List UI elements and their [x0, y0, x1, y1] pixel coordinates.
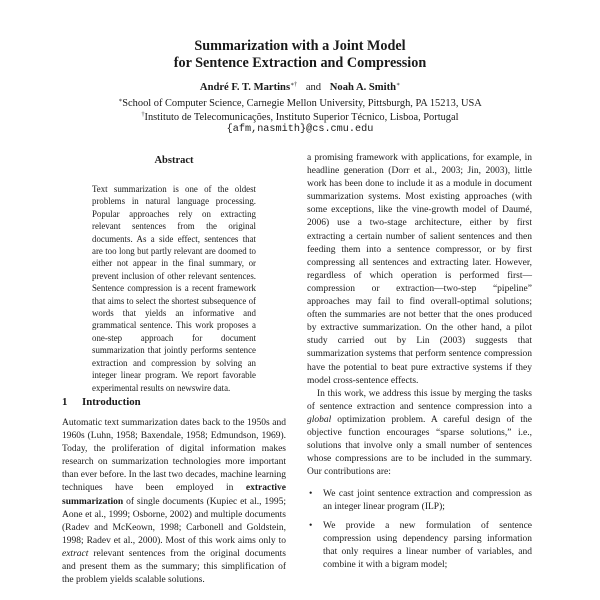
contribution-text: We provide a new formulation of sentence compression using dependency parsing information that only requires a linear number of variables, and combine it with a bigram model; — [323, 520, 532, 570]
text-run: In this work, we address this issue by merging the tasks of sentence extraction and sentence compression into a — [307, 388, 532, 412]
text-run: optimization problem. A careful design of the objective function encourages “sparse solutions,” i.e., solutions that involve only a small number of sentences whose compressions are to be included in the summary. Our contributions are: — [307, 414, 532, 478]
abstract-body — [92, 183, 256, 394]
contribution-intro-paragraph — [307, 388, 532, 480]
introduction-body — [62, 417, 286, 587]
affiliation-mark: ∗ — [118, 98, 123, 104]
bullet-icon: • — [309, 489, 313, 500]
title-line-2: for Sentence Extraction and Compression — [173, 55, 427, 71]
italic-term: extract — [62, 548, 89, 559]
section-title: Introduction — [82, 396, 141, 408]
contributions-list — [307, 488, 532, 572]
affiliation-mark: † — [141, 112, 145, 118]
text-run: relevant sentences from the original documents and present them as the summary; this simplification of the problem yields scalable solutions. — [62, 548, 286, 586]
author-affiliation-mark: ∗ — [396, 82, 401, 88]
contribution-item — [307, 488, 532, 514]
title-line-1: Summarization with a Joint Model — [194, 38, 406, 54]
author-name: André F. T. Martins — [199, 82, 291, 93]
text-run: of single documents (Kupiec et al., 1995; Aone et al., 1999; Osborne, 2002) and multiple documents (Radev and McKeown, 1998; Carbonell and Goldstein, 1998; Radev et al., 2000). Most of this work aims only to — [62, 496, 286, 546]
italic-term: global — [307, 414, 332, 425]
bold-term: extractive summarization — [62, 483, 286, 507]
abstract-text: Text summarization is one of the oldest problems in natural language processing. Popular approaches rely on extracting relevant sentences from the original documents. As a side effect, sentences that are too long but partly relevant are doomed to either not appear in the final summary, or prevent inclusion of other relevant sentences. Sentence compression is a recent framework that aims to select the shortest subsequence of words that yields an informative and grammatical sentence. This work proposes a one-step approach for document summarization that jointly performs sentence extraction and compression by solving an integer linear program. We report favorable experimental results on newswire data. — [92, 184, 256, 393]
bullet-icon: • — [309, 520, 313, 531]
section-heading-introduction — [62, 396, 141, 408]
introduction-paragraph — [62, 417, 286, 587]
author-list — [0, 79, 600, 94]
section-number: 1 — [62, 396, 68, 408]
author-affiliation-mark: ∗† — [290, 82, 298, 88]
affiliation-text: School of Computer Science, Carnegie Mellon University, Pittsburgh, PA 15213, USA — [122, 98, 482, 109]
author-name: Noah A. Smith — [329, 82, 396, 93]
author-email: {afm,nasmith}@cs.cmu.edu — [226, 124, 374, 135]
paper-title — [0, 38, 600, 72]
affiliation — [0, 109, 600, 124]
contribution-text: We cast joint sentence extraction and compression as an integer linear program (ILP); — [323, 489, 532, 513]
author-separator: and — [305, 82, 322, 93]
abstract-heading: Abstract — [154, 155, 194, 166]
text-run: Automatic text summarization dates back to the 1950s and 1960s (Luhn, 1958; Baxendale, 1958; Edmundson, 1969). Today, the proliferation of digital information makes research on summarization technologies more important than ever before. In the last two decades, machine learning techniques have been employed in — [62, 418, 286, 494]
affiliation — [0, 95, 600, 110]
continued-paragraph: a promising framework with applications, for example, in headline generation (Dorr et al., 2003; Jin, 2003), little work has been done to include it as a module in document summarization systems. Most existing approaches (with some exceptions, like the vine-growth model of Daumé, 2006) use a two-stage architecture, either by first extracting a certain number of salient sentences and then feeding them into a sentence compressor, or by first compressing all sentences and extracting later. However, regardless of which operation is performed first—compression or extraction—two-step “pipeline” approaches may fail to find overall-optimal solutions; often the summaries are not better that the ones produced by extractive summarization. On the other hand, a pilot study carried out by Lin (2003) suggests that summarization systems that perform sentence compression have the potential to beat pure extractive systems if they model cross-sentence effects. — [307, 153, 532, 386]
affiliation-text: Instituto de Telecomunicações, Instituto Superior Técnico, Lisboa, Portugal — [144, 112, 459, 123]
contribution-item — [307, 520, 532, 572]
right-column — [307, 152, 532, 577]
